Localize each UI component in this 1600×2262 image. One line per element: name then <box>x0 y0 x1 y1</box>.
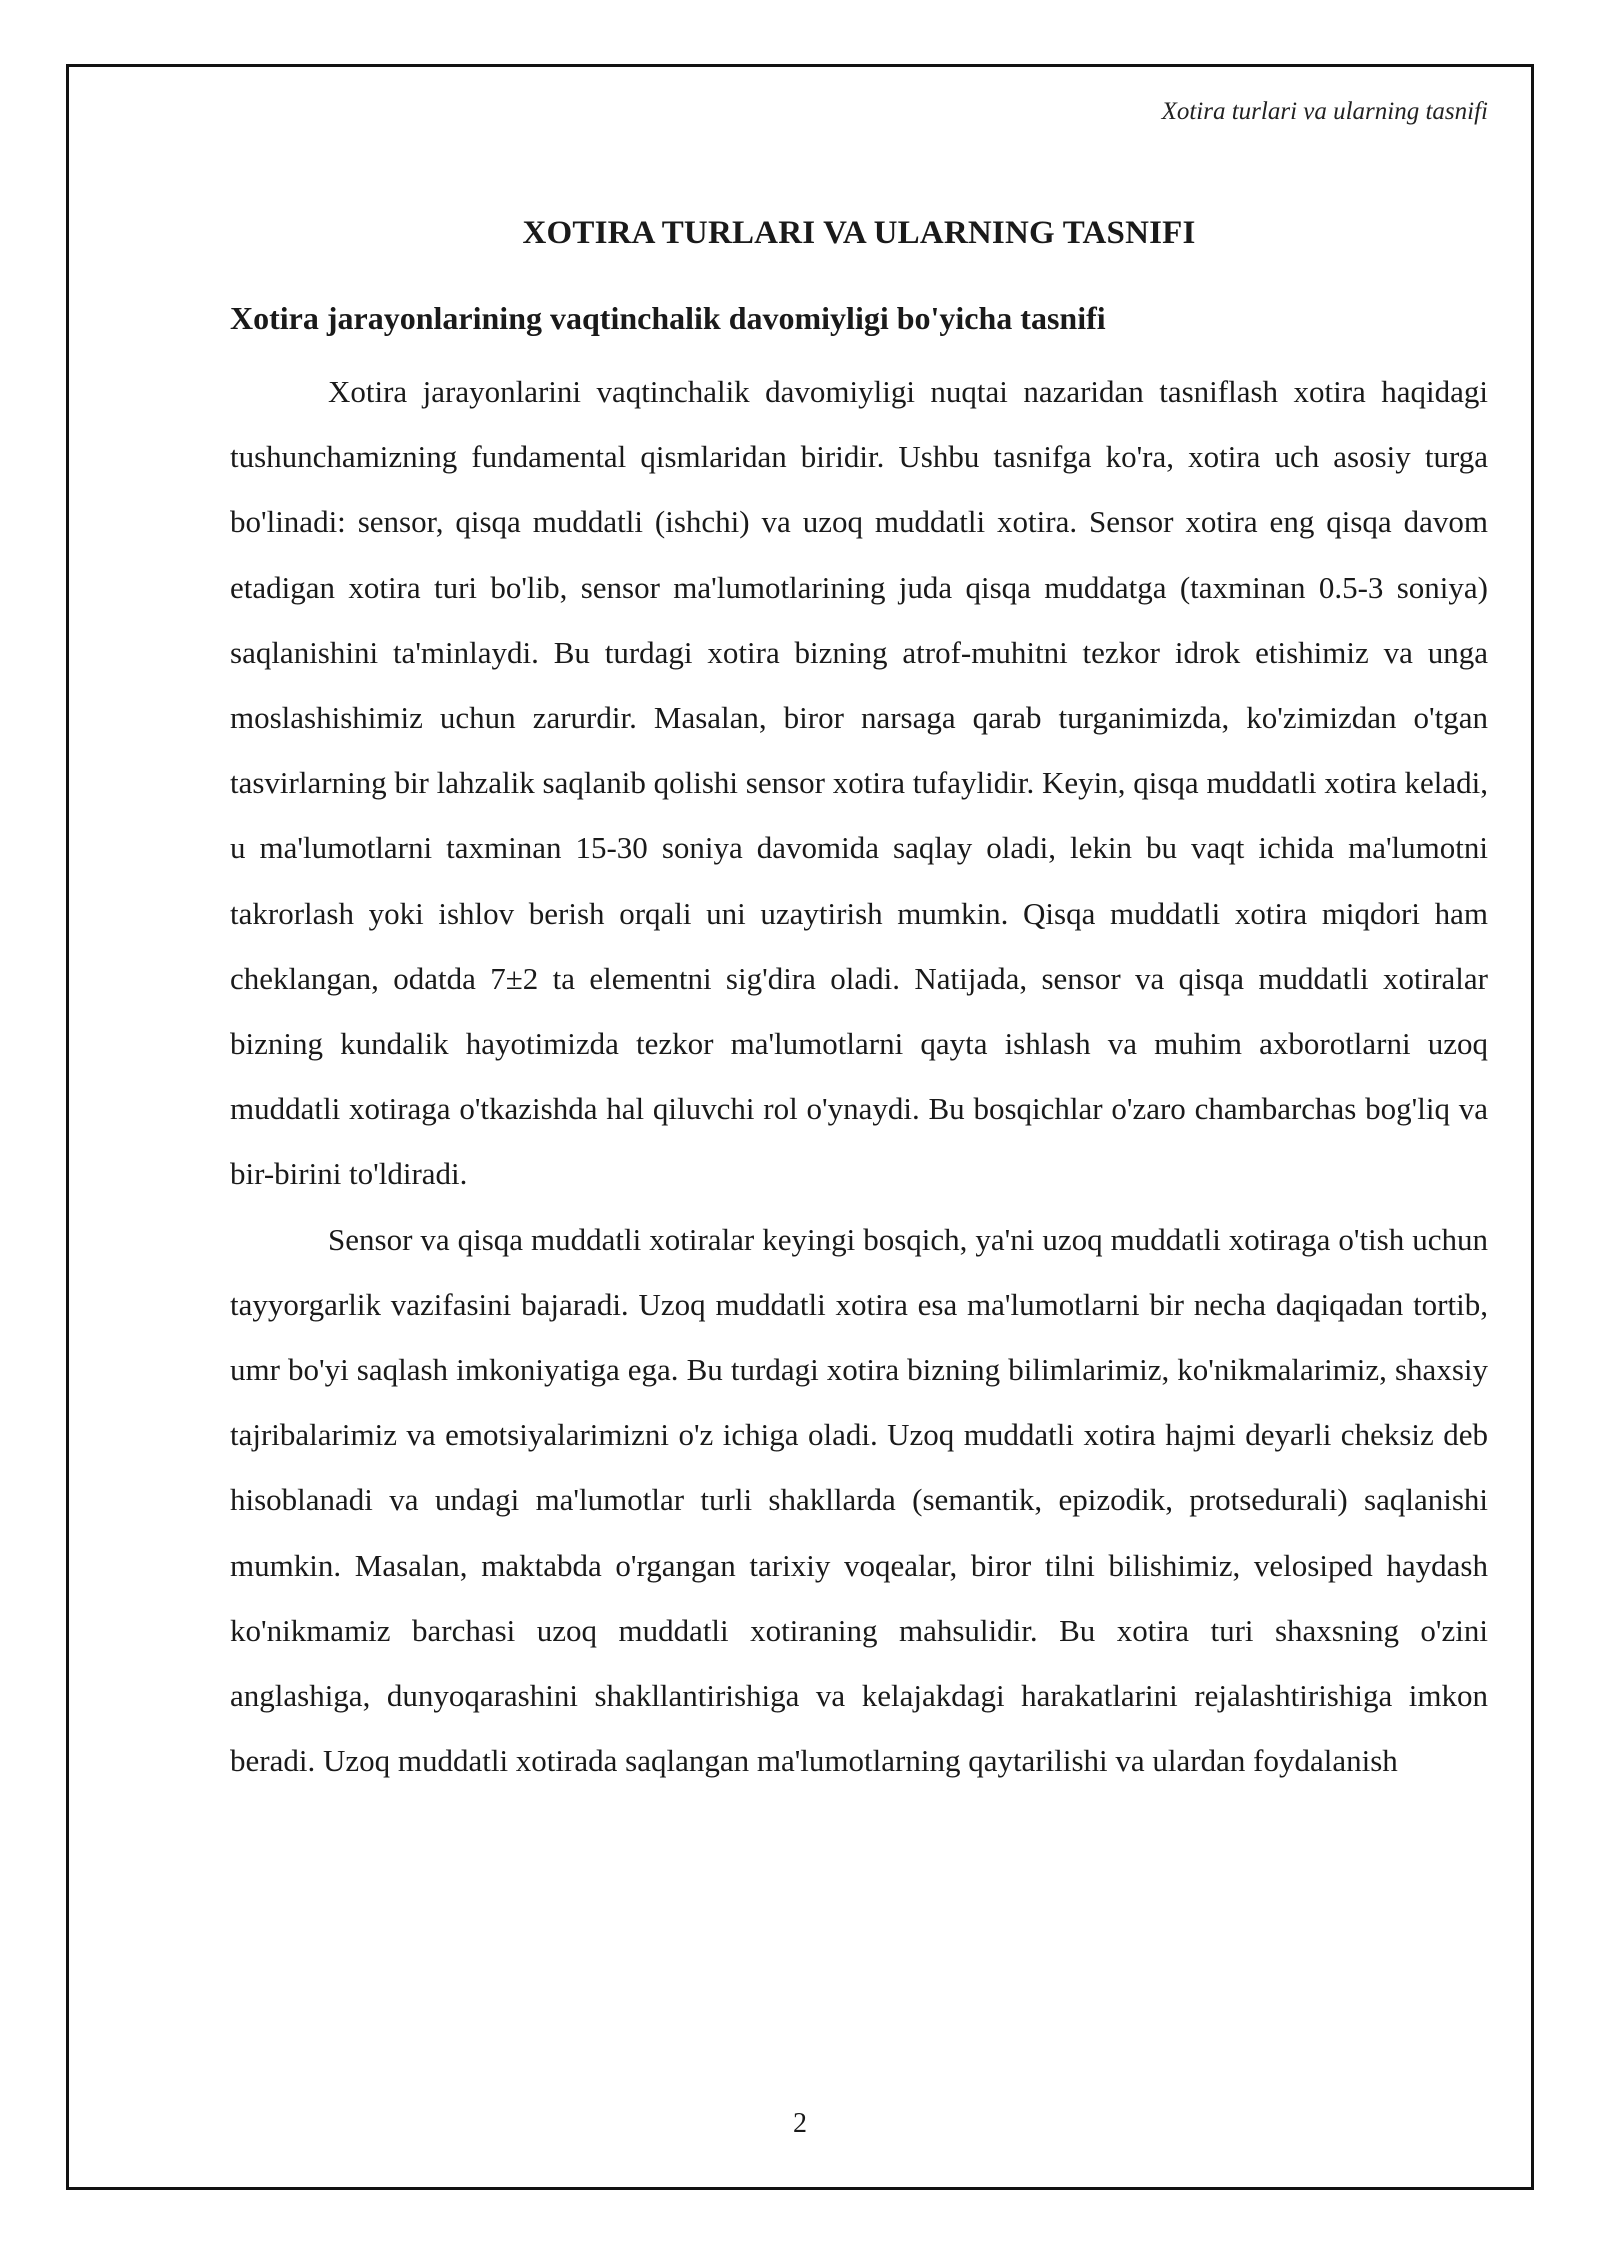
document-title: XOTIRA TURLARI VA ULARNING TASNIFI <box>522 215 1196 251</box>
running-header: Xotira turlari va ularning tasnifi <box>1161 98 1488 125</box>
body-paragraph: Xotira jarayonlarini vaqtinchalik davomiyligi nuqtai nazaridan tasniflash xotira haqidagi tushunchamizning fundamental qismlaridan biridir. Ushbu tasnifga ko'ra, xotira uch asosiy turga bo'linadi: sensor, qisqa muddatli (ishchi) va uzoq muddatli xotira. Sensor xotira eng qisqa davom etadigan xotira turi bo'lib, sensor ma'lumotlarining juda qisqa muddatga (taxminan 0.5-3 soniya) saqlanishini ta'minlaydi. Bu turdagi xotira bizning atrof-muhitni tezkor idrok etishimiz va unga moslashishimiz uchun zarurdir. Masalan, biror narsaga qarab turganimizda, ko'zimizdan o'tgan tasvirlarning bir lahzalik saqlanib qolishi sensor xotira tufaylidir. Keyin, qisqa muddatli xotira keladi, u ma'lumotlarni taxminan 15-30 soniya davomida saqlay oladi, lekin bu vaqt ichida ma'lumotni takrorlash yoki ishlov berish orqali uni uzaytirish mumkin. Qisqa muddatli xotira miqdori ham cheklangan, odatda 7±2 ta elementni sig'dira oladi. Natijada, sensor va qisqa muddatli xotiralar bizning kundalik hayotimizda tezkor ma'lumotlarni qayta ishlash va muhim axborotlarni uzoq muddatli xotiraga o'tkazishda hal qiluvchi rol o'ynaydi. Bu bosqichlar o'zaro chambarchas bog'liq va bir-birini to'ldiradi. <box>230 374 1488 1192</box>
body-paragraph: Sensor va qisqa muddatli xotiralar keyingi bosqich, ya'ni uzoq muddatli xotiraga o'tish uchun tayyorgarlik vazifasini bajaradi. Uzoq muddatli xotira esa ma'lumotlarni bir necha daqiqadan tortib, umr bo'yi saqlash imkoniyatiga ega. Bu turdagi xotira bizning bilimlarimiz, ko'nikmalarimiz, shaxsiy tajribalarimiz va emotsiyalarimizni o'z ichiga oladi. Uzoq muddatli xotira hajmi deyarli cheksiz deb hisoblanadi va undagi ma'lumotlar turli shakllarda (semantik, epizodik, protsedurali) saqlanishi mumkin. Masalan, maktabda o'rgangan tarixiy voqealar, biror tilni bilishimiz, velosiped haydash ko'nikmamiz barchasi uzoq muddatli xotiraning mahsulidir. Bu xotira turi shaxsning o'zini anglashiga, dunyoqarashini shakllantirishiga va kelajakdagi harakatlarini rejalashtirishiga imkon beradi. Uzoq muddatli xotirada saqlangan ma'lumotlarning qaytarilishi va ulardan foydalanish <box>230 1221 1488 1779</box>
page-content <box>230 215 1488 1793</box>
section-heading: Xotira jarayonlarining vaqtinchalik davomiyligi bo'yicha tasnifi <box>230 300 1106 336</box>
page-number: 2 <box>793 2108 807 2139</box>
